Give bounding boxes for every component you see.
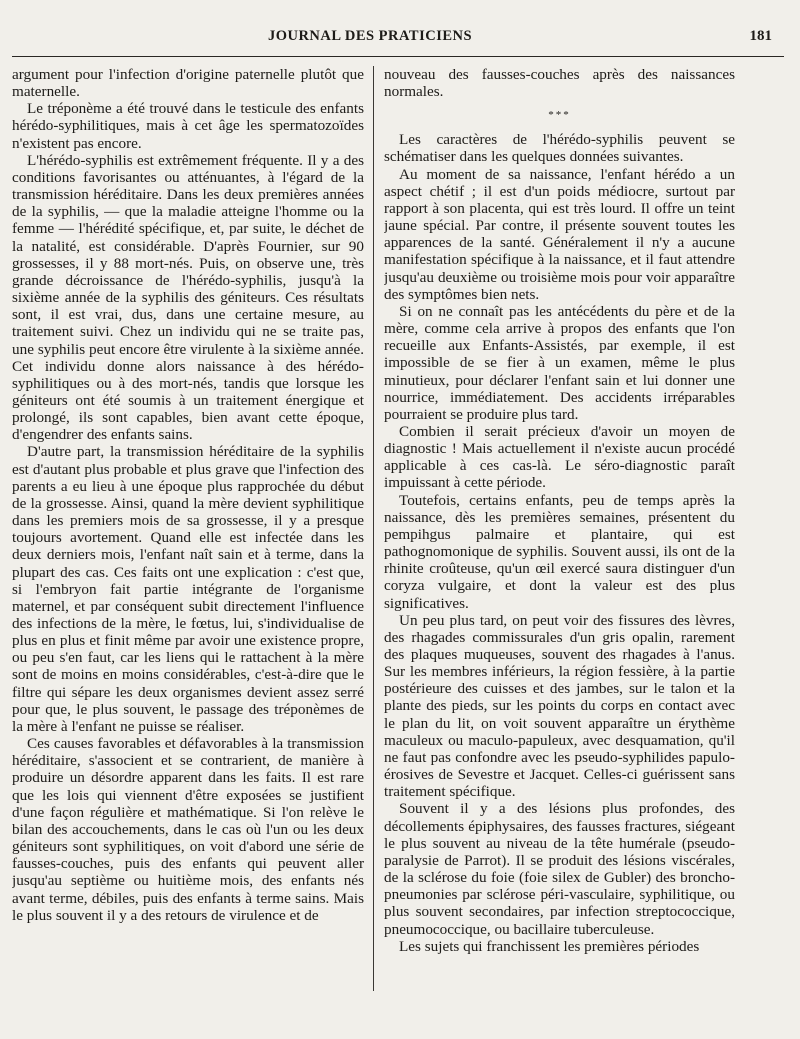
- paragraph: argument pour l'infection d'origine paternelle plutôt que maternelle.: [12, 66, 364, 101]
- paragraph: nouveau des fausses-couches après des naissances normales.: [384, 66, 735, 101]
- paragraph: D'autre part, la transmission héréditaire de la syphilis est d'autant plus probable et plus grave que l'infection des parents a eu lieu à une époque plus rapprochée du début de la grossesse. Ainsi, quand la mère devient syphilitique dans les premiers mois de sa grossesse, il y a presque toujours avortement. Quand elle est infectée dans les deux derniers mois, l'enfant naît sain et à terme, dans la plupart des cas. Ces faits ont une explication : c'est que, si l'embryon fait partie intégrante de l'organisme maternel, et par conséquent subit directement l'influence des infections de la mère, le fœtus, lui, s'individualise de plus en plus et finit même par avoir une existence propre, ou peu s'en faut, car les liens qui le rattachent à la mère sont de moins en moins considérables, c'est-à-dire que le filtre qui sépare les deux organismes devient assez serré pour que, le plus souvent, le passage des tréponèmes de la mère à l'enfant ne puisse se réaliser.: [12, 443, 364, 735]
- paragraph: Au moment de sa naissance, l'enfant hérédo a un aspect chétif ; il est d'un poids médiocre, surtout par rapport à son placenta, qui est très lourd. Il offre un teint jaune spécial. Par contre, il présente souvent toutes les apparences de la santé. Généralement il n'y a aucune manifestation spécifique à la naissance, et il faut attendre jusqu'au deuxième ou troisième mois pour voir apparaître des symptômes bien nets.: [384, 165, 735, 303]
- paragraph: Un peu plus tard, on peut voir des fissures des lèvres, des rhagades commissurales d'un gris opalin, rarement des plaques muqueuses, souvent des rhagades à l'anus. Sur les membres inférieurs, la région fessière, à la partie postérieure des cuisses et des jambes, sur le talon et la plante des pieds, sur les points du corps en contact avec le plan du lit, on voit souvent apparaître un érythème maculeux ou maculo-papuleux, avec desquamation, qu'il ne faut pas confondre avec les pseudo-syphilides papulo-érosives de Sevestre et Jacquet. Celles-ci guérissent sans traitement spécifique.: [384, 611, 735, 801]
- paragraph: Toutefois, certains enfants, peu de temps après la naissance, dès les premières semaines, présentent du pempihgus palmaire et plantaire, qui est pathognomonique de syphilis. Souvent aussi, ils ont de la rhinite croûteuse, qu'un œil exercé saura distinguer d'un coryza vulgaire, et dont la valeur est des plus significatives.: [384, 491, 735, 612]
- paragraph: Le tréponème a été trouvé dans le testicule des enfants hérédo-syphilitiques, mais à cet âge les spermatozoïdes n'existent pas encore.: [12, 100, 364, 152]
- header-rule: [12, 56, 784, 57]
- paragraph: Les caractères de l'hérédo-syphilis peuvent se schématiser dans les quelques données suivantes.: [384, 131, 735, 166]
- paragraph: Les sujets qui franchissent les premières périodes: [399, 937, 700, 955]
- left-column: [12, 66, 364, 1026]
- paragraph: Souvent il y a des lésions plus profondes, des décollements épiphysaires, des fausses fractures, siégeant le plus souvent au niveau de la tête humérale (pseudo-paralysie de Parrot). Il se produit des lésions viscérales, de la sclérose du foie (foie silex de Gubler) des broncho-pneumonies par sclérose péri-vasculaire, syphilitique, ou plus souvent secondaires, par infection streptococcique, pneumococcique, ou bacillaire tuberculeuse.: [384, 800, 735, 938]
- section-separator: ***: [548, 109, 571, 122]
- right-column: [384, 66, 735, 1026]
- page-header: [0, 28, 800, 52]
- paragraph: Combien il serait précieux d'avoir un moyen de diagnostic ! Mais actuellement il n'existe aucun procédé applicable à ces cas-là. Le séro-diagnostic paraît impuissant à cette période.: [384, 422, 735, 492]
- column-divider: [373, 66, 374, 991]
- page-number: 181: [749, 28, 772, 44]
- journal-title: JOURNAL DES PRATICIENS: [267, 28, 473, 44]
- paragraph: Si on ne connaît pas les antécédents du père et de la mère, comme cela arrive à propos des enfants que l'on recueille aux Enfants-Assistés, par exemple, il est impossible de se fier à un examen, même le plus minutieux, pour déclarer l'enfant sain et lui donner une nourrice, immédiatement. Des accidents irréparables pourraient se produire plus tard.: [384, 302, 735, 423]
- paragraph: Ces causes favorables et défavorables à la transmission héréditaire, s'associent et se contrarient, de manière à produire un désordre apparent dans les faits. Il est rare que les lois qui viennent d'être exposées se justifient d'une façon régulière et mathématique. Si l'on relève le bilan des accouchements, dans le cas où l'un ou les deux géniteurs sont syphilitiques, on voit d'abord une série de fausses-couches, puis des enfants qui peuvent aller jusqu'au septième ou huitième mois, des enfants nés avant terme, débiles, puis des enfants à terme sains. Mais le plus souvent il y a des retours de virulence et de: [12, 735, 364, 924]
- paragraph: L'hérédo-syphilis est extrêmement fréquente. Il y a des conditions favorisantes ou atténuantes, à l'égard de la transmission héréditaire. Dans les deux premières années de la syphilis, — que la maladie atteigne l'homme ou la femme — l'hérédité spécifique, et, par suite, le déchet de la natalité, est considérable. D'après Fournier, sur 90 grossesses, il y 88 mort-nés. Puis, on observe une, très grande décroissance de l'hérédo-syphilis, jusqu'à la sixième année de la syphilis des géniteurs. Ces résultats sont, il est vrai, dus, dans une certaine mesure, au traitement suivi. Chez un individu qui ne se traite pas, une syphilis peut encore être virulente à la sixième année. Cet individu donne alors naissance à des hérédo-syphilitiques ou à des mort-nés, tandis que lorsque les géniteurs ont été soumis à un traitement énergique et prolongé, ils sont capables, bien avant cette époque, d'engendrer des enfants sains.: [12, 151, 364, 444]
